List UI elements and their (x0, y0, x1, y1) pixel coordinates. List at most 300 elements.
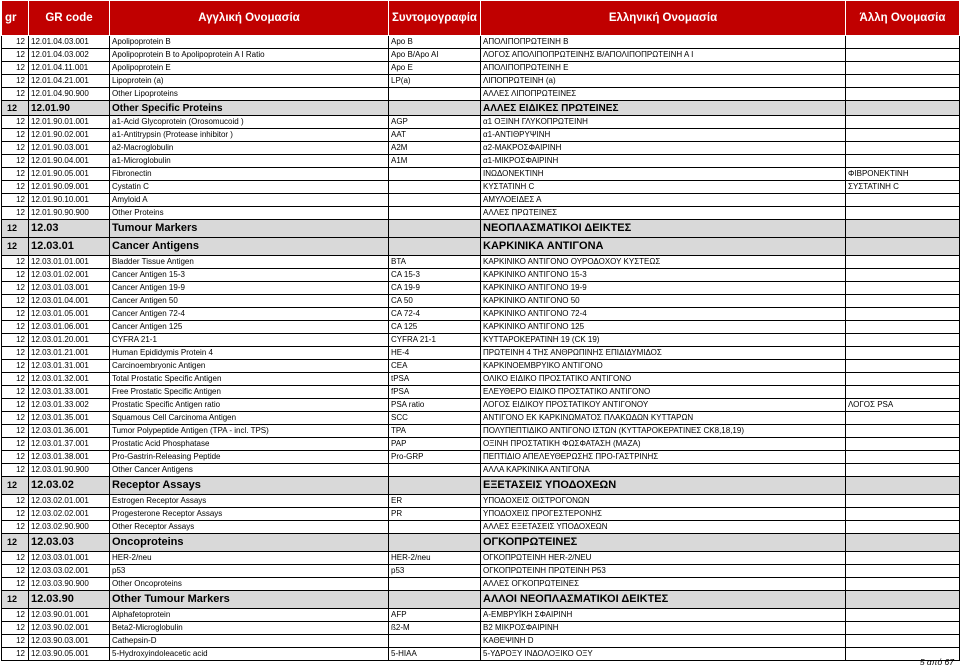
cell-other-name (846, 75, 960, 88)
cell-abbreviation: CEA (389, 360, 481, 373)
cell-english-name: Oncoproteins (110, 534, 389, 552)
cell-greek-name: ΥΠΟΔΟΧΕΙΣ ΟΙΣΤΡΟΓΟΝΩΝ (481, 495, 846, 508)
cell-other-name: ΦΙΒΡΟΝΕΚΤΙΝΗ (846, 168, 960, 181)
cell-gr: 12 (2, 101, 29, 116)
cell-abbreviation (389, 194, 481, 207)
table-row (2, 495, 960, 508)
table-row (2, 451, 960, 464)
cell-code: 12.01.90.10.001 (29, 194, 110, 207)
cell-other-name (846, 321, 960, 334)
table-row (2, 129, 960, 142)
cell-code: 12.03.03.01.001 (29, 552, 110, 565)
cell-gr: 12 (2, 181, 29, 194)
cell-abbreviation: Apo B/Apo AI (389, 49, 481, 62)
cell-gr: 12 (2, 75, 29, 88)
cell-other-name (846, 269, 960, 282)
cell-abbreviation: CA 50 (389, 295, 481, 308)
table-row (2, 308, 960, 321)
cell-greek-name: ΠΕΠΤΙΔΙΟ ΑΠΕΛΕΥΘΕΡΩΣΗΣ ΠΡΟ-ΓΑΣΤΡΙΝΗΣ (481, 451, 846, 464)
table-row (2, 88, 960, 101)
cell-other-name (846, 347, 960, 360)
cell-code: 12.03.01.35.001 (29, 412, 110, 425)
cell-other-name (846, 142, 960, 155)
cell-code: 12.03.02.90.900 (29, 521, 110, 534)
cell-greek-name: Β2 ΜΙΚΡΟΣΦΑΙΡΙΝΗ (481, 622, 846, 635)
cell-other-name (846, 238, 960, 256)
cell-english-name: Alphafetoprotein (110, 609, 389, 622)
header-other-name: Άλλη Ονομασία (846, 1, 960, 36)
header-code: GR code (29, 1, 110, 36)
cell-english-name: Free Prostatic Specific Antigen (110, 386, 389, 399)
table-row (2, 508, 960, 521)
table-row (2, 464, 960, 477)
cell-english-name: CYFRA 21-1 (110, 334, 389, 347)
cell-code: 12.03.01.32.001 (29, 373, 110, 386)
cell-english-name: Beta2-Microglobulin (110, 622, 389, 635)
cell-english-name: Cystatin C (110, 181, 389, 194)
cell-english-name: Carcinoembryonic Antigen (110, 360, 389, 373)
cell-english-name: Cancer Antigen 15-3 (110, 269, 389, 282)
cell-gr: 12 (2, 155, 29, 168)
cell-english-name: Tumor Polypeptide Antigen (TPA - incl. TPS) (110, 425, 389, 438)
cell-other-name (846, 88, 960, 101)
cell-greek-name: ΚΑΡΚΙΝΟΕΜΒΡΥΙΚΟ ΑΝΤΙΓΟΝΟ (481, 360, 846, 373)
cell-code: 12.01.04.90.900 (29, 88, 110, 101)
cell-greek-name: ΚΑΡΚΙΝΙΚΟ ΑΝΤΙΓΟΝΟ 19-9 (481, 282, 846, 295)
section-row (2, 220, 960, 238)
cell-code: 12.03.03.02.001 (29, 565, 110, 578)
cell-other-name (846, 534, 960, 552)
cell-other-name (846, 360, 960, 373)
cell-code: 12.03.01.03.001 (29, 282, 110, 295)
cell-greek-name: ΕΞΕΤΑΣΕΙΣ ΥΠΟΔΟΧΕΩΝ (481, 477, 846, 495)
cell-abbreviation (389, 635, 481, 648)
cell-other-name (846, 334, 960, 347)
cell-code: 12.03.01 (29, 238, 110, 256)
cell-english-name: a1-Microglobulin (110, 155, 389, 168)
table-row (2, 565, 960, 578)
cell-greek-name: α1-ΜΙΚΡΟΣΦΑΙΡΙΝΗ (481, 155, 846, 168)
cell-greek-name: ΟΓΚΟΠΡΩΤΕΙΝΗ HER-2/NEU (481, 552, 846, 565)
cell-code: 12.03.01.21.001 (29, 347, 110, 360)
cell-gr: 12 (2, 116, 29, 129)
cell-greek-name: ΑΠΟΛΙΠΟΠΡΩΤΕΙΝΗ Β (481, 36, 846, 49)
cell-other-name (846, 477, 960, 495)
cell-abbreviation: LP(a) (389, 75, 481, 88)
table-body (2, 36, 960, 661)
section-row (2, 238, 960, 256)
cell-gr: 12 (2, 412, 29, 425)
table-row (2, 256, 960, 269)
cell-other-name (846, 207, 960, 220)
cell-english-name: Cancer Antigen 50 (110, 295, 389, 308)
section-row (2, 591, 960, 609)
table-row (2, 578, 960, 591)
cell-english-name: Pro-Gastrin-Releasing Peptide (110, 451, 389, 464)
cell-code: 12.03.02 (29, 477, 110, 495)
cell-code: 12.01.90.90.900 (29, 207, 110, 220)
cell-greek-name: ΠΟΛΥΠΕΠΤΙΔΙΚΟ ΑΝΤΙΓΟΝΟ ΙΣΤΩΝ (ΚΥΤΤΑΡΟΚΕΡΑΤΙΝΕΣ CK8,18,19) (481, 425, 846, 438)
cell-gr: 12 (2, 521, 29, 534)
cell-abbreviation: CA 72-4 (389, 308, 481, 321)
cell-code: 12.03.01.06.001 (29, 321, 110, 334)
cell-english-name: Human Epididymis Protein 4 (110, 347, 389, 360)
cell-greek-name: ΥΠΟΔΟΧΕΙΣ ΠΡΟΓΕΣΤΕΡΟΝΗΣ (481, 508, 846, 521)
cell-abbreviation (389, 591, 481, 609)
cell-abbreviation (389, 238, 481, 256)
cell-code: 12.03.01.33.002 (29, 399, 110, 412)
cell-abbreviation: ER (389, 495, 481, 508)
table-row (2, 622, 960, 635)
table-row (2, 334, 960, 347)
cell-code: 12.03 (29, 220, 110, 238)
cell-other-name (846, 101, 960, 116)
cell-other-name (846, 129, 960, 142)
cell-english-name: Total Prostatic Specific Antigen (110, 373, 389, 386)
cell-abbreviation: CA 125 (389, 321, 481, 334)
cell-gr: 12 (2, 552, 29, 565)
cell-other-name (846, 116, 960, 129)
cell-english-name: Cancer Antigen 125 (110, 321, 389, 334)
cell-english-name: Lipoprotein (a) (110, 75, 389, 88)
cell-abbreviation: CA 15-3 (389, 269, 481, 282)
cell-greek-name: ΚΑΡΚΙΝΙΚΟ ΑΝΤΙΓΟΝΟ 125 (481, 321, 846, 334)
cell-code: 12.01.90 (29, 101, 110, 116)
cell-english-name: Cancer Antigens (110, 238, 389, 256)
cell-other-name (846, 438, 960, 451)
cell-code: 12.03.01.90.900 (29, 464, 110, 477)
cell-code: 12.03.90.03.001 (29, 635, 110, 648)
table-row (2, 49, 960, 62)
table-row (2, 75, 960, 88)
cell-abbreviation: SCC (389, 412, 481, 425)
cell-abbreviation: AGP (389, 116, 481, 129)
cell-english-name: Cancer Antigen 72-4 (110, 308, 389, 321)
cell-gr: 12 (2, 464, 29, 477)
cell-greek-name: ΑΝΤΙΓΟΝΟ ΕΚ ΚΑΡΚΙΝΩΜΑΤΟΣ ΠΛΑΚΩΔΩΝ ΚΥΤΤΑΡΩΝ (481, 412, 846, 425)
cell-greek-name: ΟΓΚΟΠΡΩΤΕΙΝΗ ΠΡΩΤΕΙΝΗ P53 (481, 565, 846, 578)
page-number: 5 από 67 (919, 657, 954, 667)
cell-code: 12.01.04.03.002 (29, 49, 110, 62)
cell-other-name (846, 451, 960, 464)
cell-other-name (846, 220, 960, 238)
cell-english-name: Other Cancer Antigens (110, 464, 389, 477)
cell-english-name: Apolipoprotein E (110, 62, 389, 75)
cell-code: 12.03.01.36.001 (29, 425, 110, 438)
cell-abbreviation (389, 534, 481, 552)
cell-greek-name: ΛΟΓΟΣ ΑΠΟΛΙΠΟΠΡΩΤΕΙΝΗΣ Β/ΑΠΟΛΙΠΟΠΡΩΤΕΙΝΗ Α Ι (481, 49, 846, 62)
cell-english-name: Squamous Cell Carcinoma Antigen (110, 412, 389, 425)
cell-gr: 12 (2, 591, 29, 609)
cell-gr: 12 (2, 508, 29, 521)
cell-greek-name: ΠΡΩΤΕΙΝΗ 4 ΤΗΣ ΑΝΘΡΩΠΙΝΗΣ ΕΠΙΔΙΔΥΜΙΔΟΣ (481, 347, 846, 360)
cell-gr: 12 (2, 578, 29, 591)
cell-other-name (846, 36, 960, 49)
cell-other-name (846, 552, 960, 565)
cell-abbreviation (389, 168, 481, 181)
table-row (2, 386, 960, 399)
cell-greek-name: ΑΛΛΑ ΚΑΡΚΙΝΙΚΑ ΑΝΤΙΓΟΝΑ (481, 464, 846, 477)
section-row (2, 477, 960, 495)
cell-abbreviation (389, 181, 481, 194)
cell-english-name: Other Tumour Markers (110, 591, 389, 609)
cell-code: 12.03.01.01.001 (29, 256, 110, 269)
header-greek-name: Ελληνική Ονομασία (481, 1, 846, 36)
cell-abbreviation (389, 101, 481, 116)
cell-greek-name: ΛΟΓΟΣ ΕΙΔΙΚΟΥ ΠΡΟΣΤΑΤΙΚΟΥ ΑΝΤΙΓΟΝΟΥ (481, 399, 846, 412)
cell-other-name (846, 308, 960, 321)
cell-english-name: Amyloid A (110, 194, 389, 207)
table-row (2, 116, 960, 129)
cell-gr: 12 (2, 282, 29, 295)
cell-gr: 12 (2, 609, 29, 622)
cell-abbreviation (389, 521, 481, 534)
cell-greek-name: ΛΙΠΟΠΡΩΤΕΙΝΗ (a) (481, 75, 846, 88)
cell-english-name: Other Proteins (110, 207, 389, 220)
cell-english-name: Tumour Markers (110, 220, 389, 238)
table-row (2, 269, 960, 282)
cell-gr: 12 (2, 648, 29, 661)
cell-other-name (846, 282, 960, 295)
cell-abbreviation: tPSA (389, 373, 481, 386)
table-row (2, 347, 960, 360)
cell-greek-name: ΑΛΛΕΣ ΕΞΕΤΑΣΕΙΣ ΥΠΟΔΟΧΕΩΝ (481, 521, 846, 534)
cell-greek-name: ΟΞΙΝΗ ΠΡΟΣΤΑΤΙΚΗ ΦΩΣΦΑΤΑΣΗ (ΜΑΖΑ) (481, 438, 846, 451)
cell-english-name: HER-2/neu (110, 552, 389, 565)
cell-english-name: Other Receptor Assays (110, 521, 389, 534)
cell-greek-name: ΟΛΙΚΟ ΕΙΔΙΚΟ ΠΡΟΣΤΑΤΙΚΟ ΑΝΤΙΓΟΝΟ (481, 373, 846, 386)
cell-abbreviation: Apo B (389, 36, 481, 49)
header-gr: gr (2, 1, 29, 36)
table-row (2, 373, 960, 386)
table-header (2, 1, 960, 36)
cell-gr: 12 (2, 194, 29, 207)
cell-gr: 12 (2, 168, 29, 181)
cell-gr: 12 (2, 220, 29, 238)
cell-other-name (846, 386, 960, 399)
cell-gr: 12 (2, 256, 29, 269)
cell-code: 12.01.90.01.001 (29, 116, 110, 129)
cell-greek-name: ΚΑΡΚΙΝΙΚΟ ΑΝΤΙΓΟΝΟ ΟΥΡΟΔΟΧΟΥ ΚΥΣΤΕΩΣ (481, 256, 846, 269)
cell-other-name (846, 508, 960, 521)
table-row (2, 609, 960, 622)
cell-greek-name: ΑΛΛΕΣ ΟΓΚΟΠΡΩΤΕΙΝΕΣ (481, 578, 846, 591)
table-row (2, 282, 960, 295)
cell-gr: 12 (2, 477, 29, 495)
cell-gr: 12 (2, 88, 29, 101)
cell-english-name: Other Lipoproteins (110, 88, 389, 101)
cell-other-name (846, 256, 960, 269)
cell-code: 12.01.04.03.001 (29, 36, 110, 49)
cell-english-name: Other Specific Proteins (110, 101, 389, 116)
cell-code: 12.03.01.02.001 (29, 269, 110, 282)
cell-other-name (846, 609, 960, 622)
cell-gr: 12 (2, 565, 29, 578)
cell-english-name: Bladder Tissue Antigen (110, 256, 389, 269)
cell-code: 12.03.01.20.001 (29, 334, 110, 347)
cell-other-name (846, 425, 960, 438)
cell-gr: 12 (2, 238, 29, 256)
header-abbreviation: Συντομογραφία (389, 1, 481, 36)
cell-abbreviation: PSA ratio (389, 399, 481, 412)
cell-greek-name: ΑΜΥΛΟΕΙΔΕΣ Α (481, 194, 846, 207)
cell-english-name: Progesterone Receptor Assays (110, 508, 389, 521)
cell-gr: 12 (2, 386, 29, 399)
cell-english-name: a2-Macroglobulin (110, 142, 389, 155)
cell-greek-name: α1 ΟΞΙΝΗ ΓΛΥΚΟΠΡΩΤΕΙΝΗ (481, 116, 846, 129)
codes-table (1, 0, 960, 661)
cell-abbreviation: BTA (389, 256, 481, 269)
cell-abbreviation: Apo E (389, 62, 481, 75)
cell-abbreviation: HE-4 (389, 347, 481, 360)
cell-gr: 12 (2, 49, 29, 62)
table-row (2, 181, 960, 194)
cell-other-name (846, 464, 960, 477)
cell-gr: 12 (2, 373, 29, 386)
cell-code: 12.03.90.01.001 (29, 609, 110, 622)
cell-greek-name: ΚΑΡΚΙΝΙΚΟ ΑΝΤΙΓΟΝΟ 15-3 (481, 269, 846, 282)
cell-english-name: p53 (110, 565, 389, 578)
cell-abbreviation (389, 477, 481, 495)
cell-greek-name: ΑΛΛΕΣ ΛΙΠΟΠΡΩΤΕΙΝΕΣ (481, 88, 846, 101)
cell-other-name: ΛΟΓΟΣ PSA (846, 399, 960, 412)
cell-code: 12.03.02.01.001 (29, 495, 110, 508)
cell-english-name: Apolipoprotein B (110, 36, 389, 49)
cell-abbreviation: CYFRA 21-1 (389, 334, 481, 347)
cell-greek-name: ΑΠΟΛΙΠΟΠΡΩΤΕΙΝΗ Ε (481, 62, 846, 75)
cell-code: 12.03.02.02.001 (29, 508, 110, 521)
cell-code: 12.03.01.05.001 (29, 308, 110, 321)
table-row (2, 552, 960, 565)
table-row (2, 194, 960, 207)
cell-abbreviation: A2M (389, 142, 481, 155)
cell-greek-name: ΕΛΕΥΘΕΡΟ ΕΙΔΙΚΟ ΠΡΟΣΤΑΤΙΚΟ ΑΝΤΙΓΟΝΟ (481, 386, 846, 399)
cell-greek-name: ΚΥΣΤΑΤΙΝΗ C (481, 181, 846, 194)
cell-code: 12.03.01.33.001 (29, 386, 110, 399)
cell-other-name (846, 591, 960, 609)
cell-greek-name: ΚΑΡΚΙΝΙΚΑ ΑΝΤΙΓΟΝΑ (481, 238, 846, 256)
cell-other-name (846, 194, 960, 207)
table-row (2, 155, 960, 168)
table-row (2, 295, 960, 308)
cell-gr: 12 (2, 635, 29, 648)
cell-gr: 12 (2, 334, 29, 347)
table-row (2, 648, 960, 661)
cell-code: 12.03.01.38.001 (29, 451, 110, 464)
cell-gr: 12 (2, 129, 29, 142)
cell-other-name (846, 521, 960, 534)
cell-other-name (846, 373, 960, 386)
cell-other-name (846, 295, 960, 308)
cell-greek-name: ΑΛΛΕΣ ΕΙΔΙΚΕΣ ΠΡΩΤΕΙΝΕΣ (481, 101, 846, 116)
cell-other-name (846, 412, 960, 425)
cell-greek-name: α2-ΜΑΚΡΟΣΦΑΙΡΙΝΗ (481, 142, 846, 155)
cell-other-name (846, 578, 960, 591)
cell-abbreviation: AAT (389, 129, 481, 142)
cell-code: 12.03.01.04.001 (29, 295, 110, 308)
table-row (2, 399, 960, 412)
cell-english-name: Prostatic Specific Antigen ratio (110, 399, 389, 412)
header-english-name: Αγγλική Ονομασία (110, 1, 389, 36)
cell-abbreviation: ß2-M (389, 622, 481, 635)
cell-other-name (846, 635, 960, 648)
cell-code: 12.01.90.09.001 (29, 181, 110, 194)
cell-abbreviation (389, 207, 481, 220)
cell-gr: 12 (2, 622, 29, 635)
table-row (2, 207, 960, 220)
table-row (2, 425, 960, 438)
cell-code: 12.01.90.02.001 (29, 129, 110, 142)
cell-code: 12.03.90.02.001 (29, 622, 110, 635)
cell-abbreviation: fPSA (389, 386, 481, 399)
cell-english-name: Estrogen Receptor Assays (110, 495, 389, 508)
cell-greek-name: ΝΕΟΠΛΑΣΜΑΤΙΚΟΙ ΔΕΙΚΤΕΣ (481, 220, 846, 238)
cell-code: 12.01.04.11.001 (29, 62, 110, 75)
cell-greek-name: ΟΓΚΟΠΡΩΤΕΙΝΕΣ (481, 534, 846, 552)
cell-gr: 12 (2, 295, 29, 308)
cell-greek-name: Α-ΕΜΒΡΥΪΚΗ ΣΦΑΙΡΙΝΗ (481, 609, 846, 622)
cell-greek-name: 5-ΥΔΡΟΞΥ ΙΝΔΟΛΟΞΙΚΟ ΟΞΥ (481, 648, 846, 661)
cell-greek-name: ΚΑΡΚΙΝΙΚΟ ΑΝΤΙΓΟΝΟ 50 (481, 295, 846, 308)
cell-code: 12.01.90.03.001 (29, 142, 110, 155)
table-row (2, 412, 960, 425)
cell-abbreviation: CA 19-9 (389, 282, 481, 295)
cell-english-name: Receptor Assays (110, 477, 389, 495)
table-row (2, 438, 960, 451)
table-row (2, 521, 960, 534)
cell-other-name (846, 155, 960, 168)
cell-gr: 12 (2, 495, 29, 508)
cell-abbreviation: p53 (389, 565, 481, 578)
table-row (2, 142, 960, 155)
cell-greek-name: ΚΑΘΕΨΙΝΗ D (481, 635, 846, 648)
cell-english-name: Apolipoprotein B to Apolipoprotein A I Ratio (110, 49, 389, 62)
cell-code: 12.01.90.04.001 (29, 155, 110, 168)
table-row (2, 62, 960, 75)
cell-gr: 12 (2, 360, 29, 373)
table-row (2, 36, 960, 49)
cell-abbreviation (389, 220, 481, 238)
cell-code: 12.03.01.37.001 (29, 438, 110, 451)
cell-other-name: ΣΥΣΤΑΤΙΝΗ C (846, 181, 960, 194)
cell-english-name: Other Oncoproteins (110, 578, 389, 591)
cell-gr: 12 (2, 399, 29, 412)
cell-code: 12.03.03.90.900 (29, 578, 110, 591)
cell-other-name (846, 495, 960, 508)
cell-abbreviation (389, 578, 481, 591)
cell-gr: 12 (2, 347, 29, 360)
cell-abbreviation (389, 464, 481, 477)
cell-abbreviation: PAP (389, 438, 481, 451)
cell-other-name (846, 62, 960, 75)
cell-english-name: Prostatic Acid Phosphatase (110, 438, 389, 451)
cell-gr: 12 (2, 207, 29, 220)
cell-gr: 12 (2, 36, 29, 49)
cell-abbreviation: Pro-GRP (389, 451, 481, 464)
table-row (2, 168, 960, 181)
section-row (2, 101, 960, 116)
cell-gr: 12 (2, 438, 29, 451)
cell-other-name (846, 565, 960, 578)
table-row (2, 635, 960, 648)
cell-gr: 12 (2, 451, 29, 464)
cell-gr: 12 (2, 269, 29, 282)
cell-other-name (846, 49, 960, 62)
cell-abbreviation: HER-2/neu (389, 552, 481, 565)
cell-greek-name: ΚΥΤΤΑΡΟΚΕΡΑΤΙΝΗ 19 (CK 19) (481, 334, 846, 347)
cell-abbreviation (389, 88, 481, 101)
cell-gr: 12 (2, 534, 29, 552)
